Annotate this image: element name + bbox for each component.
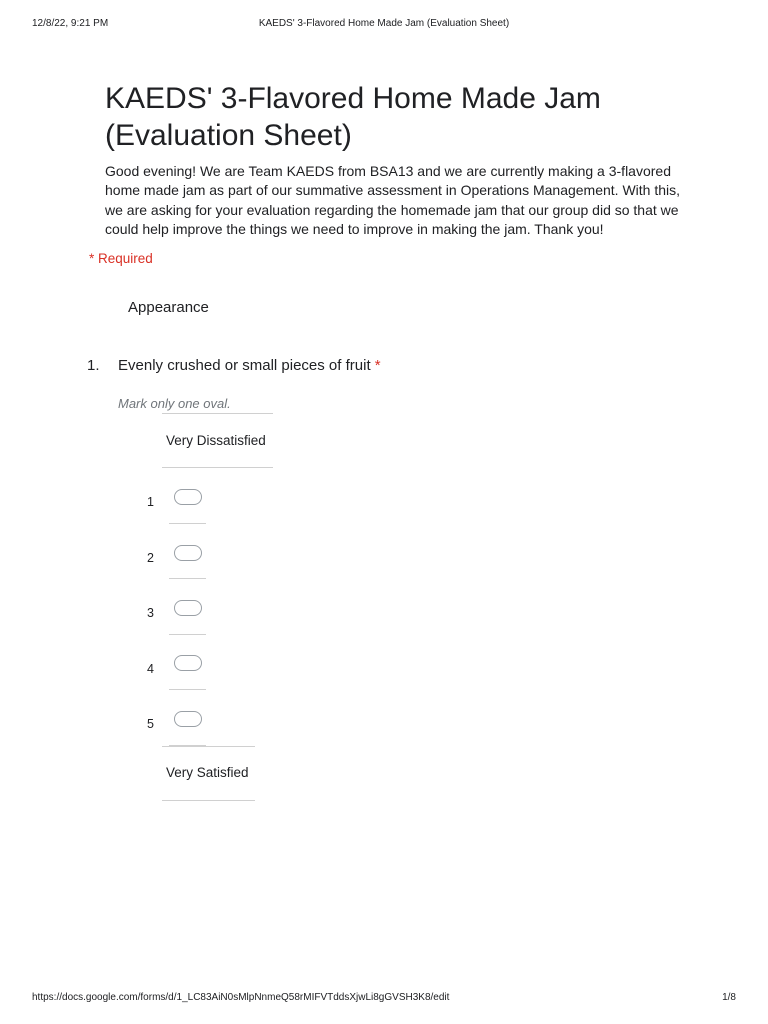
scale-high-label: Very Satisfied (166, 765, 249, 780)
required-asterisk: * (374, 357, 381, 374)
option-oval-2[interactable] (174, 545, 202, 561)
form-description: Good evening! We are Team KAEDS from BSA13 and we are currently making a 3-flavored home made jam as part of our summative assessment in Operations Management. With this, we are asking for your evaluation regarding the homemade jam that our group did so that we could help improve the things we need to improve in making the jam. Thank you! (105, 163, 681, 237)
option-number-1: 1 (147, 495, 154, 509)
table-divider (162, 746, 255, 747)
question-number: 1. (87, 357, 100, 374)
option-number-5: 5 (147, 717, 154, 731)
question-label: Evenly crushed or small pieces of fruit (118, 357, 371, 374)
option-number-4: 4 (147, 662, 154, 676)
table-divider (162, 800, 255, 801)
section-title: Appearance (128, 299, 209, 316)
print-url: https://docs.google.com/forms/d/1_LC83AiN0sMlpNnmeQ58rMIFVTddsXjwLi8gGVSH3K8/edit (32, 992, 450, 1003)
print-header (32, 18, 736, 32)
form-title-line1: KAEDS' 3-Flavored Home Made Jam (105, 82, 601, 115)
print-footer (32, 992, 736, 1006)
question-text (118, 357, 381, 374)
table-divider (162, 467, 273, 468)
row-divider (169, 689, 206, 690)
row-divider (169, 634, 206, 635)
scale-low-label: Very Dissatisfied (166, 433, 266, 448)
option-oval-4[interactable] (174, 655, 202, 671)
table-divider (162, 413, 273, 414)
print-datetime: 12/8/22, 9:21 PM (32, 18, 109, 29)
print-document-title: KAEDS' 3-Flavored Home Made Jam (Evaluation Sheet) (258, 18, 510, 29)
row-divider (169, 578, 206, 579)
required-note: * Required (89, 251, 153, 266)
form-title-line2: (Evaluation Sheet) (105, 119, 352, 152)
question-instruction: Mark only one oval. (118, 396, 231, 411)
option-oval-5[interactable] (174, 711, 202, 727)
form-title (105, 80, 705, 154)
option-oval-3[interactable] (174, 600, 202, 616)
option-number-2: 2 (147, 551, 154, 565)
page-number: 1/8 (722, 992, 736, 1003)
option-oval-1[interactable] (174, 489, 202, 505)
row-divider (169, 523, 206, 524)
option-number-3: 3 (147, 606, 154, 620)
